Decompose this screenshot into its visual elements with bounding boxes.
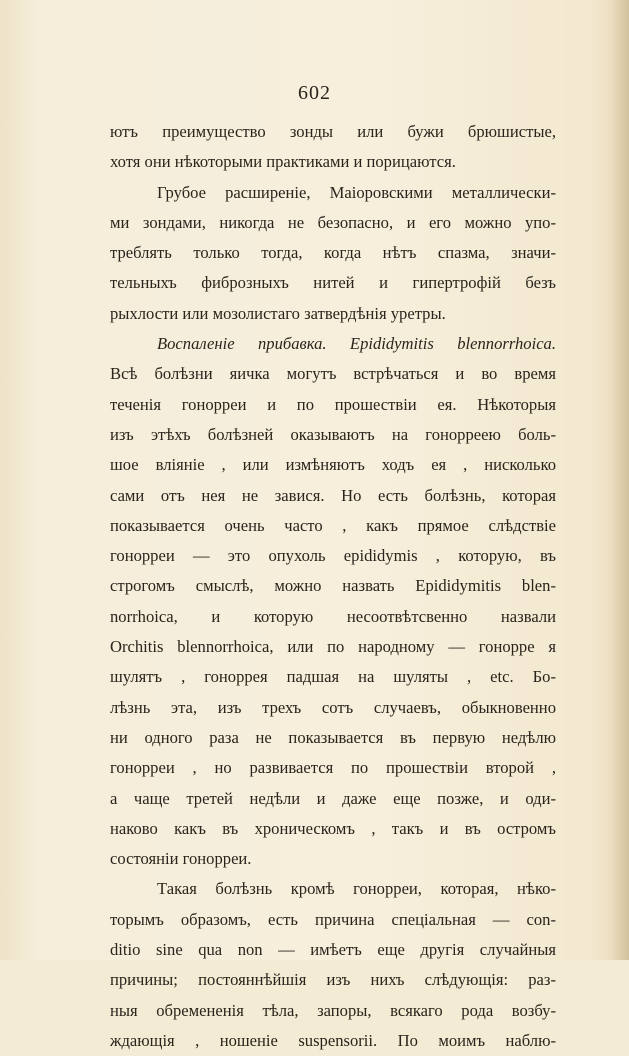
text-line: рыхлости или мозолистаго затвердѣнія уретры. — [110, 303, 446, 323]
text-line: тельныхъ фиброзныхъ нитей и гипертрофій безъ — [110, 273, 556, 293]
text-line: строгомъ смыслѣ, можно назвать Epididymitis blen- — [110, 576, 556, 596]
text-line: гонорреи — это опухоль epididymis , которую, въ — [110, 546, 556, 566]
page-fold-shadow — [611, 0, 629, 960]
text-line: треблять только тогда, когда нѣтъ спазма, значи- — [110, 243, 556, 263]
text-line: лѣзнь эта, изъ трехъ сотъ случаевъ, обыкновенно — [110, 697, 556, 717]
text-line: теченія гонорреи и по прошествіи ея. Нѣкоторыя — [110, 394, 556, 414]
text-line: шое вліяніе , или измѣняютъ ходъ ея , нисколько — [110, 455, 556, 475]
text-line: состояніи гонорреи. — [110, 849, 252, 869]
text-line: Такая болѣзнь кромѣ гонорреи, которая, нѣко- — [157, 879, 556, 899]
text-line: гонорреи , но развивается по прошествіи второй , — [110, 758, 556, 778]
text-line: norrhoica, и которую несоотвѣтсвенно назвали — [110, 606, 556, 626]
text-line: показывается очень часто , какъ прямое слѣдствіе — [110, 515, 556, 535]
text-line: ditio sine qua non — имѣетъ еще другія случайныя — [110, 940, 556, 960]
text-line: наково какъ въ хроническомъ , такъ и въ остромъ — [110, 818, 556, 838]
section-heading: Воспаленіе прибавка. Epididymitis blennorrhoica. — [157, 334, 556, 354]
text-line: причины; постояннѣйшія изъ нихъ слѣдующія: раз- — [110, 970, 556, 990]
text-line: торымъ образомъ, есть причина спеціальная — con- — [110, 909, 556, 929]
text-line: ми зондами, никогда не безопасно, и его можно упо- — [110, 212, 556, 232]
text-line: сами отъ нея не завися. Но есть болѣзнь, которая — [110, 485, 556, 505]
body-text — [110, 117, 556, 1056]
text-line: Грубое расширеніе, Маіоровскими металлически- — [157, 182, 556, 202]
text-line: изъ этѣхъ болѣзней оказываютъ на гонорреею боль- — [110, 424, 556, 444]
text-line: Всѣ болѣзни яичка могутъ встрѣчаться и во время — [110, 364, 556, 384]
text-line: ни одного раза не показывается въ первую недѣлю — [110, 727, 556, 747]
text-line: хотя они нѣкоторыми практиками и порицаются. — [110, 152, 456, 172]
page-number: 602 — [298, 82, 331, 104]
text-line: ныя обремененія тѣла, запоры, всякаго рода возбу- — [110, 1000, 556, 1020]
text-line: а чаще третей недѣли и даже еще позже, и оди- — [110, 788, 556, 808]
text-line: шулятъ , гоноррея падшая на шуляты , etc. Бо- — [110, 667, 556, 687]
text-line: ютъ преимущество зонды или бужи брюшистые, — [110, 122, 556, 141]
text-line: Orchitis blennorrhoica, или по народному — гонорре я — [110, 637, 556, 657]
text-line: ждающія , ношеніе suspensorii. По моимъ наблю- — [110, 1030, 556, 1050]
